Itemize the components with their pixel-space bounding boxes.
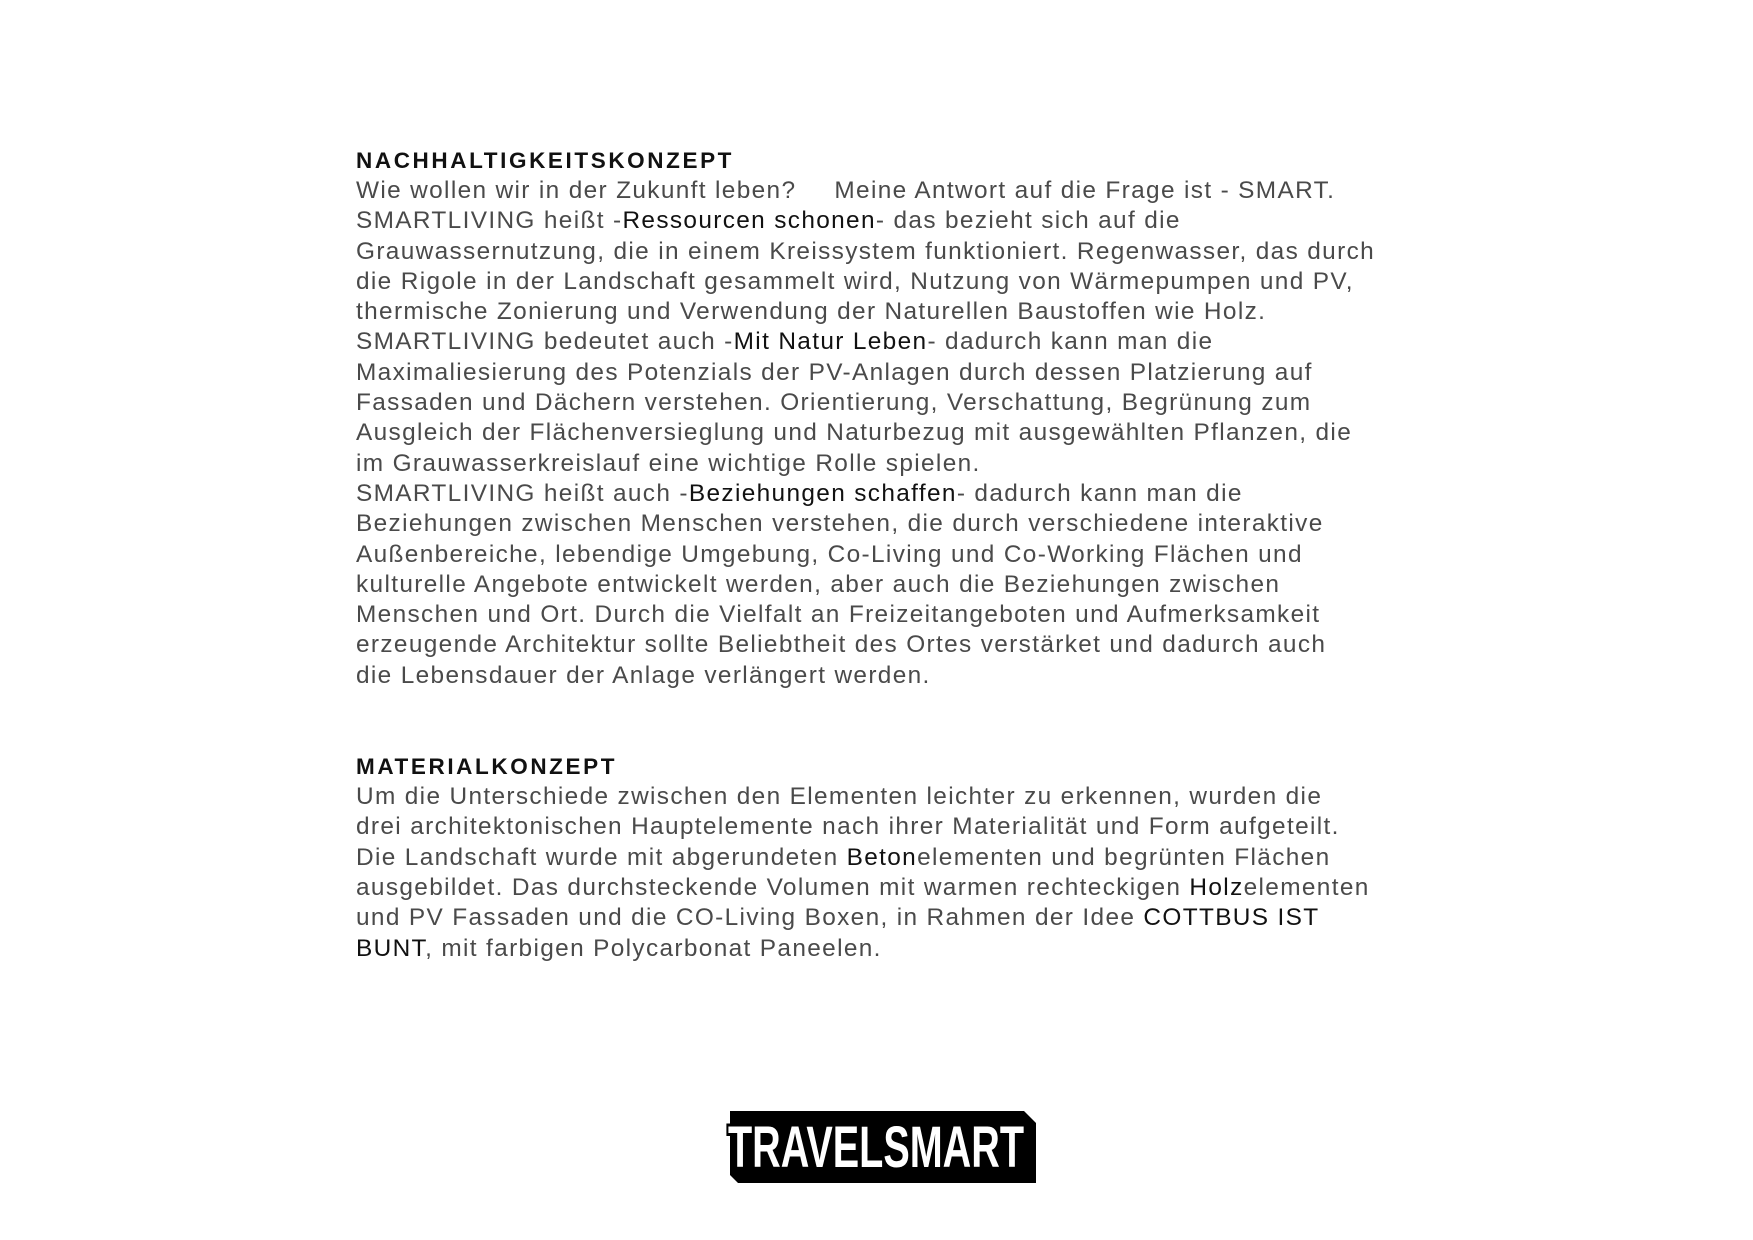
logo-shadow-text: TRAVELSMART bbox=[728, 1115, 1024, 1180]
text-line: Menschen und Ort. Durch die Vielfalt an Freizeitangeboten und Aufmerksamkeit bbox=[356, 601, 1321, 629]
material-paragraph bbox=[356, 782, 1476, 964]
text-line: Um die Unterschiede zwischen den Elementen leichter zu erkennen, wurden die bbox=[356, 783, 1323, 811]
text-line: SMARTLIVING heißt auch -Beziehungen schaffen- dadurch kann man die bbox=[356, 479, 1243, 507]
material-section bbox=[356, 752, 1476, 964]
keyword-ressourcen: Ressourcen schonen bbox=[622, 207, 876, 235]
keyword-beziehungen: Beziehungen schaffen bbox=[688, 479, 957, 507]
text-line: die Rigole in der Landschaft gesammelt wird, Nutzung von Wärmepumpen und PV, bbox=[356, 267, 1354, 295]
document-content bbox=[356, 146, 1476, 964]
keyword-cottbus: COTTBUS IST bbox=[1143, 904, 1320, 932]
keyword-holz: Holz bbox=[1189, 873, 1244, 901]
keyword-beton: Beton bbox=[846, 843, 918, 871]
text-line: drei architektonischen Hauptelemente nach ihrer Materialität und Form aufgeteilt. bbox=[356, 813, 1340, 841]
text-line: Grauwassernutzung, die in einem Kreissystem funktioniert. Regenwasser, das durch bbox=[356, 237, 1376, 265]
text-line: thermische Zonierung und Verwendung der Naturellen Baustoffen wie Holz. bbox=[356, 298, 1267, 326]
text-line: SMARTLIVING heißt -Ressourcen schonen- das bezieht sich auf die bbox=[356, 207, 1181, 235]
text-line: BUNT, mit farbigen Polycarbonat Paneelen. bbox=[356, 934, 882, 962]
text-line: und PV Fassaden und die CO-Living Boxen, in Rahmen der Idee COTTBUS IST bbox=[356, 904, 1320, 932]
text-line: ausgebildet. Das durchsteckende Volumen mit warmen rechteckigen Holzelementen bbox=[356, 873, 1370, 901]
text-line: Maximaliesierung des Potenzials der PV-Anlagen durch dessen Platzierung auf bbox=[356, 358, 1313, 386]
sustainability-paragraph bbox=[356, 176, 1476, 691]
text-line: Fassaden und Dächern verstehen. Orientierung, Verschattung, Begrünung zum bbox=[356, 389, 1312, 417]
text-line: kulturelle Angebote entwickelt werden, aber auch die Beziehungen zwischen bbox=[356, 570, 1281, 598]
text-line: Außenbereiche, lebendige Umgebung, Co-Living und Co-Working Flächen und bbox=[356, 540, 1303, 568]
logo-text: TRAVELSMART bbox=[728, 1115, 1024, 1180]
text-line bbox=[356, 176, 1476, 206]
text-line: Die Landschaft wurde mit abgerundeten Betonelementen und begrünten Flächen bbox=[356, 843, 1331, 871]
sustainability-section bbox=[356, 146, 1476, 691]
answer-text: Meine Antwort auf die Frage ist - SMART. bbox=[834, 177, 1336, 204]
text-line: die Lebensdauer der Anlage verlängert werden. bbox=[356, 661, 931, 689]
text-line: SMARTLIVING bedeutet auch -Mit Natur Leben- dadurch kann man die bbox=[356, 328, 1214, 356]
travelsmart-logo bbox=[724, 1103, 1040, 1185]
keyword-natur: Mit Natur Leben bbox=[733, 328, 928, 356]
text-line: Beziehungen zwischen Menschen verstehen, die durch verschiedene interaktive bbox=[356, 510, 1324, 538]
sustainability-heading: NACHHALTIGKEITSKONZEPT bbox=[356, 148, 735, 173]
question-text: Wie wollen wir in der Zukunft leben? bbox=[356, 177, 797, 204]
text-line: erzeugende Architektur sollte Beliebtheit des Ortes verstärket und dadurch auch bbox=[356, 631, 1327, 659]
material-heading: MATERIALKONZEPT bbox=[356, 754, 618, 780]
text-line: Ausgleich der Flächenversieglung und Naturbezug mit ausgewählten Pflanzen, die bbox=[356, 419, 1353, 447]
text-line: im Grauwasserkreislauf eine wichtige Rolle spielen. bbox=[356, 449, 981, 477]
keyword-bunt: BUNT bbox=[356, 934, 426, 962]
